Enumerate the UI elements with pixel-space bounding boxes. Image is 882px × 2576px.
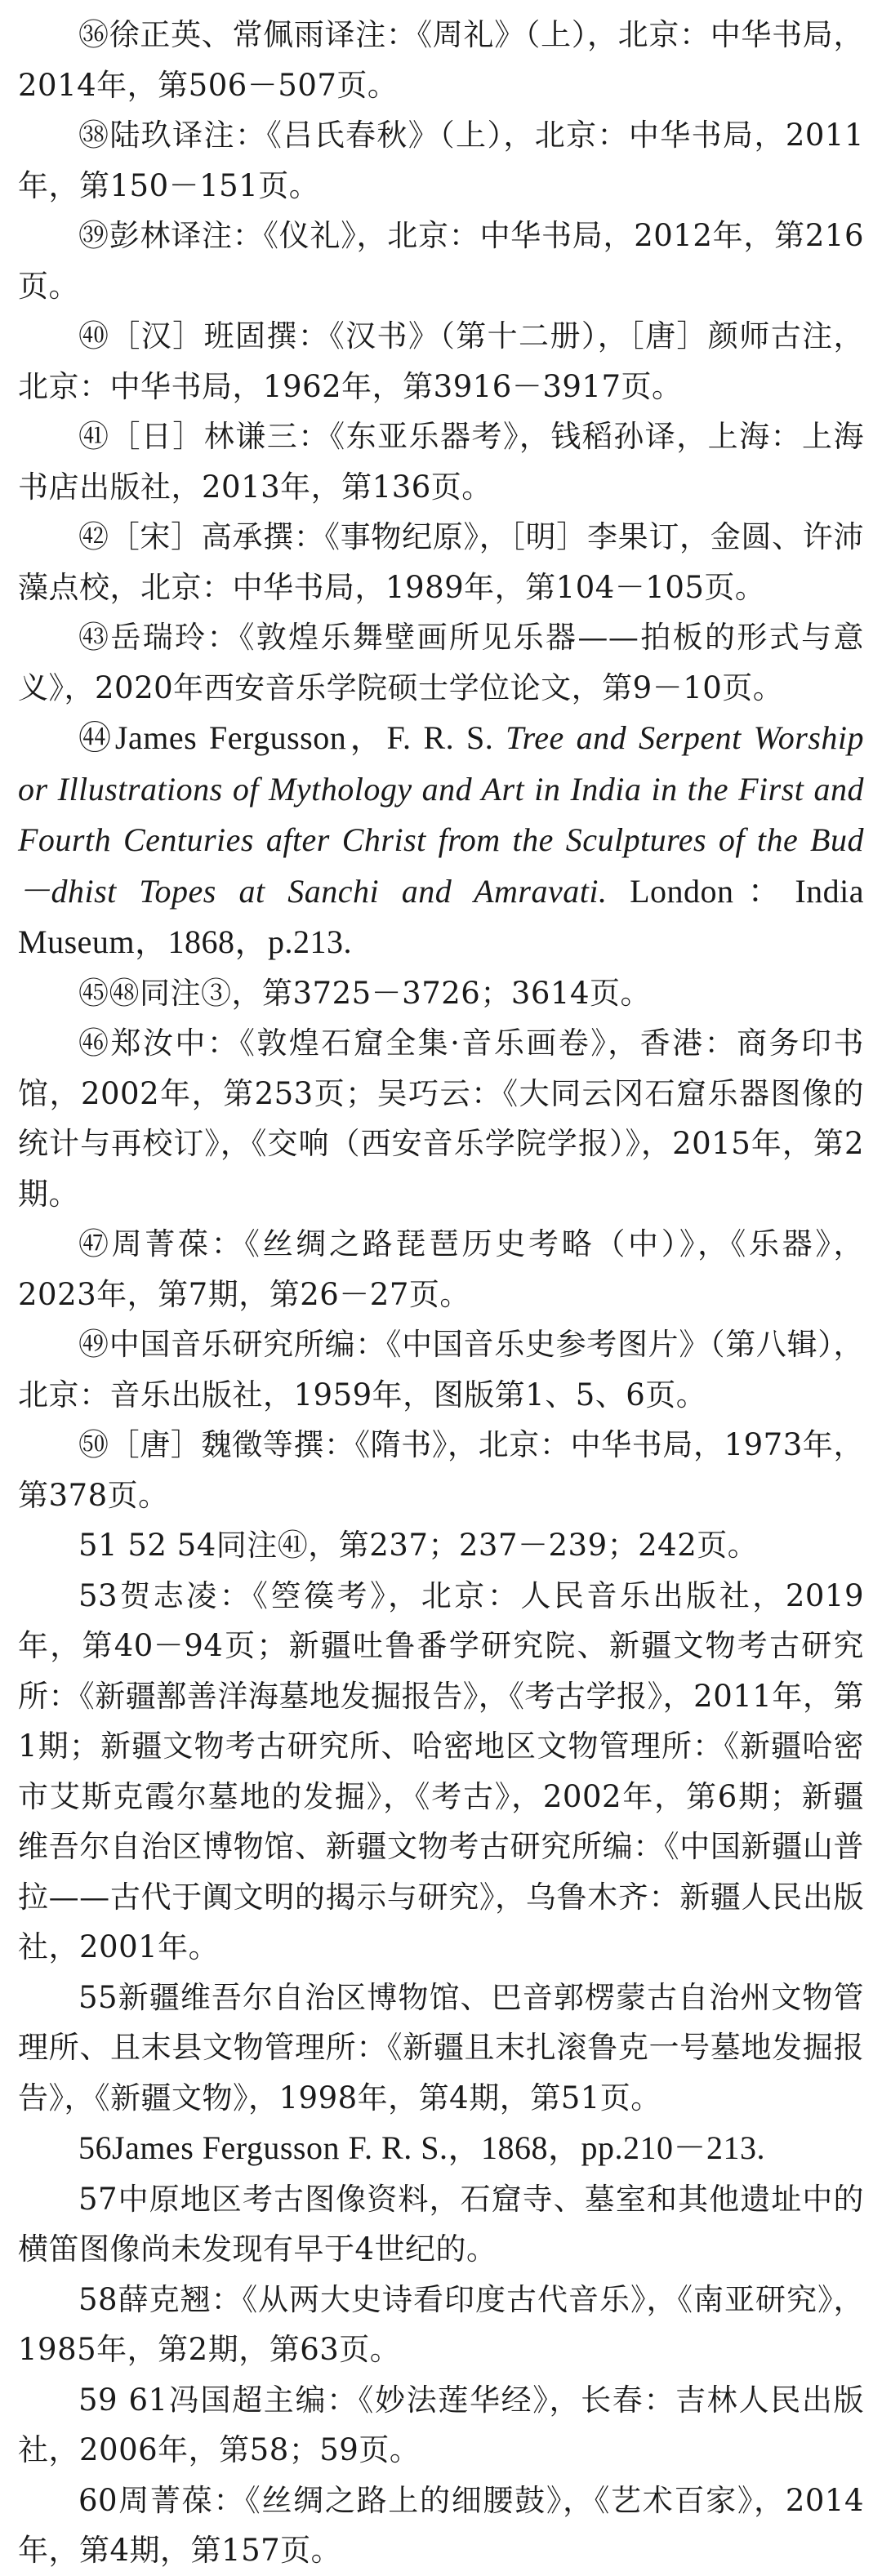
- footnote-39: ㊴彭林译注：《仪礼》，北京：中华书局，2012年，第216页。: [18, 218, 864, 304]
- footnote-59-61: 59 61冯国超主编：《妙法莲华经》，长春：吉林人民出版社，2006年，第58；59页。: [18, 2382, 864, 2467]
- footnote-45-48: ㊺㊽同注③，第3725－3726；3614页。: [78, 975, 651, 1011]
- footnote-57: 57中原地区考古图像资料，石窟寺、墓室和其他遗址中的横笛图像尚未发现有早于4世纪的。: [18, 2181, 864, 2267]
- footnote-49: ㊾中国音乐研究所编：《中国音乐史参考图片》（第八辑），北京：音乐出版社，1959年，图版第1、5、6页。: [18, 1327, 864, 1413]
- footnote-44-publisher: London：India Museum，1868，p.213.: [18, 872, 865, 960]
- footnote-58: 58薛克翘：《从两大史诗看印度古代音乐》，《南亚研究》，1985年，第2期，第63页。: [18, 2281, 864, 2367]
- footnote-44: [18, 713, 864, 968]
- footnote-43: ㊸岳瑞玲：《敦煌乐舞壁画所见乐器——拍板的形式与意义》，2020年西安音乐学院硕士学位论文，第9－10页。: [18, 620, 864, 705]
- footnote-50: ㊿［唐］魏徵等撰：《隋书》，北京：中华书局，1973年，第378页。: [18, 1427, 864, 1513]
- footnote-46: ㊻郑汝中：《敦煌石窟全集·音乐画卷》，香港：商务印书馆，2002年，第253页；吴巧云：《大同云冈石窟乐器图像的统计与再校订》，《交响（西安音乐学院学报）》，2015年，第2期。: [18, 1026, 864, 1212]
- footnote-60: 60周菁葆：《丝绸之路上的细腰鼓》，《艺术百家》，2014年，第4期，第157页。: [18, 2482, 864, 2568]
- footnote-53: 53贺志凌：《箜篌考》，北京：人民音乐出版社，2019年，第40－94页；新疆吐鲁番学研究院、新疆文物考古研究所：《新疆鄯善洋海墓地发掘报告》，《考古学报》，2011年，第1期；新疆文物考古研究所、哈密地区文物管理所：《新疆哈密市艾斯克霞尔墓地的发掘》，《考古》，2002年，第6期；新疆维吾尔自治区博物馆、新疆文物考古研究所编：《中国新疆山普拉——古代于阗文明的揭示与研究》，乌鲁木齐：新疆人民出版社，2001年。: [18, 1577, 864, 1964]
- footnote-47: ㊼周菁葆：《丝绸之路琵琶历史考略（中）》，《乐器》，2023年，第7期，第26－27页。: [18, 1226, 864, 1312]
- footnote-51-52-54: 51 52 54同注㊶，第237；237－239；242页。: [78, 1528, 759, 1563]
- footnote-36: ㊱徐正英、常佩雨译注：《周礼》（上），北京：中华书局，2014年，第506－507页。: [18, 17, 864, 103]
- footnote-56-text: 56James Fergusson F. R. S.，1868，pp.210－213.: [78, 2129, 765, 2166]
- footnote-56: [18, 2123, 864, 2174]
- footnote-41: ㊶［日］林谦三：《东亚乐器考》，钱稻孙译，上海：上海书店出版社，2013年，第136页。: [18, 419, 864, 505]
- footnote-55: 55新疆维吾尔自治区博物馆、巴音郭楞蒙古自治州文物管理所、且末县文物管理所：《新疆且末扎滚鲁克一号墓地发掘报告》，《新疆文物》，1998年，第4期，第51页。: [18, 1979, 864, 2116]
- footnote-38: ㊳陆玖译注：《吕氏春秋》（上），北京：中华书局，2011年，第150－151页。: [18, 118, 864, 203]
- footnote-42: ㊷［宋］高承撰：《事物纪原》，［明］李果订，金圆、许沛藻点校，北京：中华书局，1989年，第104－105页。: [18, 519, 864, 605]
- footnote-44-author: ㊹James Fergusson，F. R. S.: [78, 719, 506, 756]
- footnote-44-title: Tree and Serpent Worship or Illustrations of Mythology and Art in India in the First and Fourth Centuries after Christ from the Sculptures of the Bud－dhist Topes at Sanchi and Amravati.: [18, 719, 864, 910]
- footnote-40: ㊵［汉］班固撰：《汉书》（第十二册），［唐］颜师古注，北京：中华书局，1962年，第3916－3917页。: [18, 318, 864, 404]
